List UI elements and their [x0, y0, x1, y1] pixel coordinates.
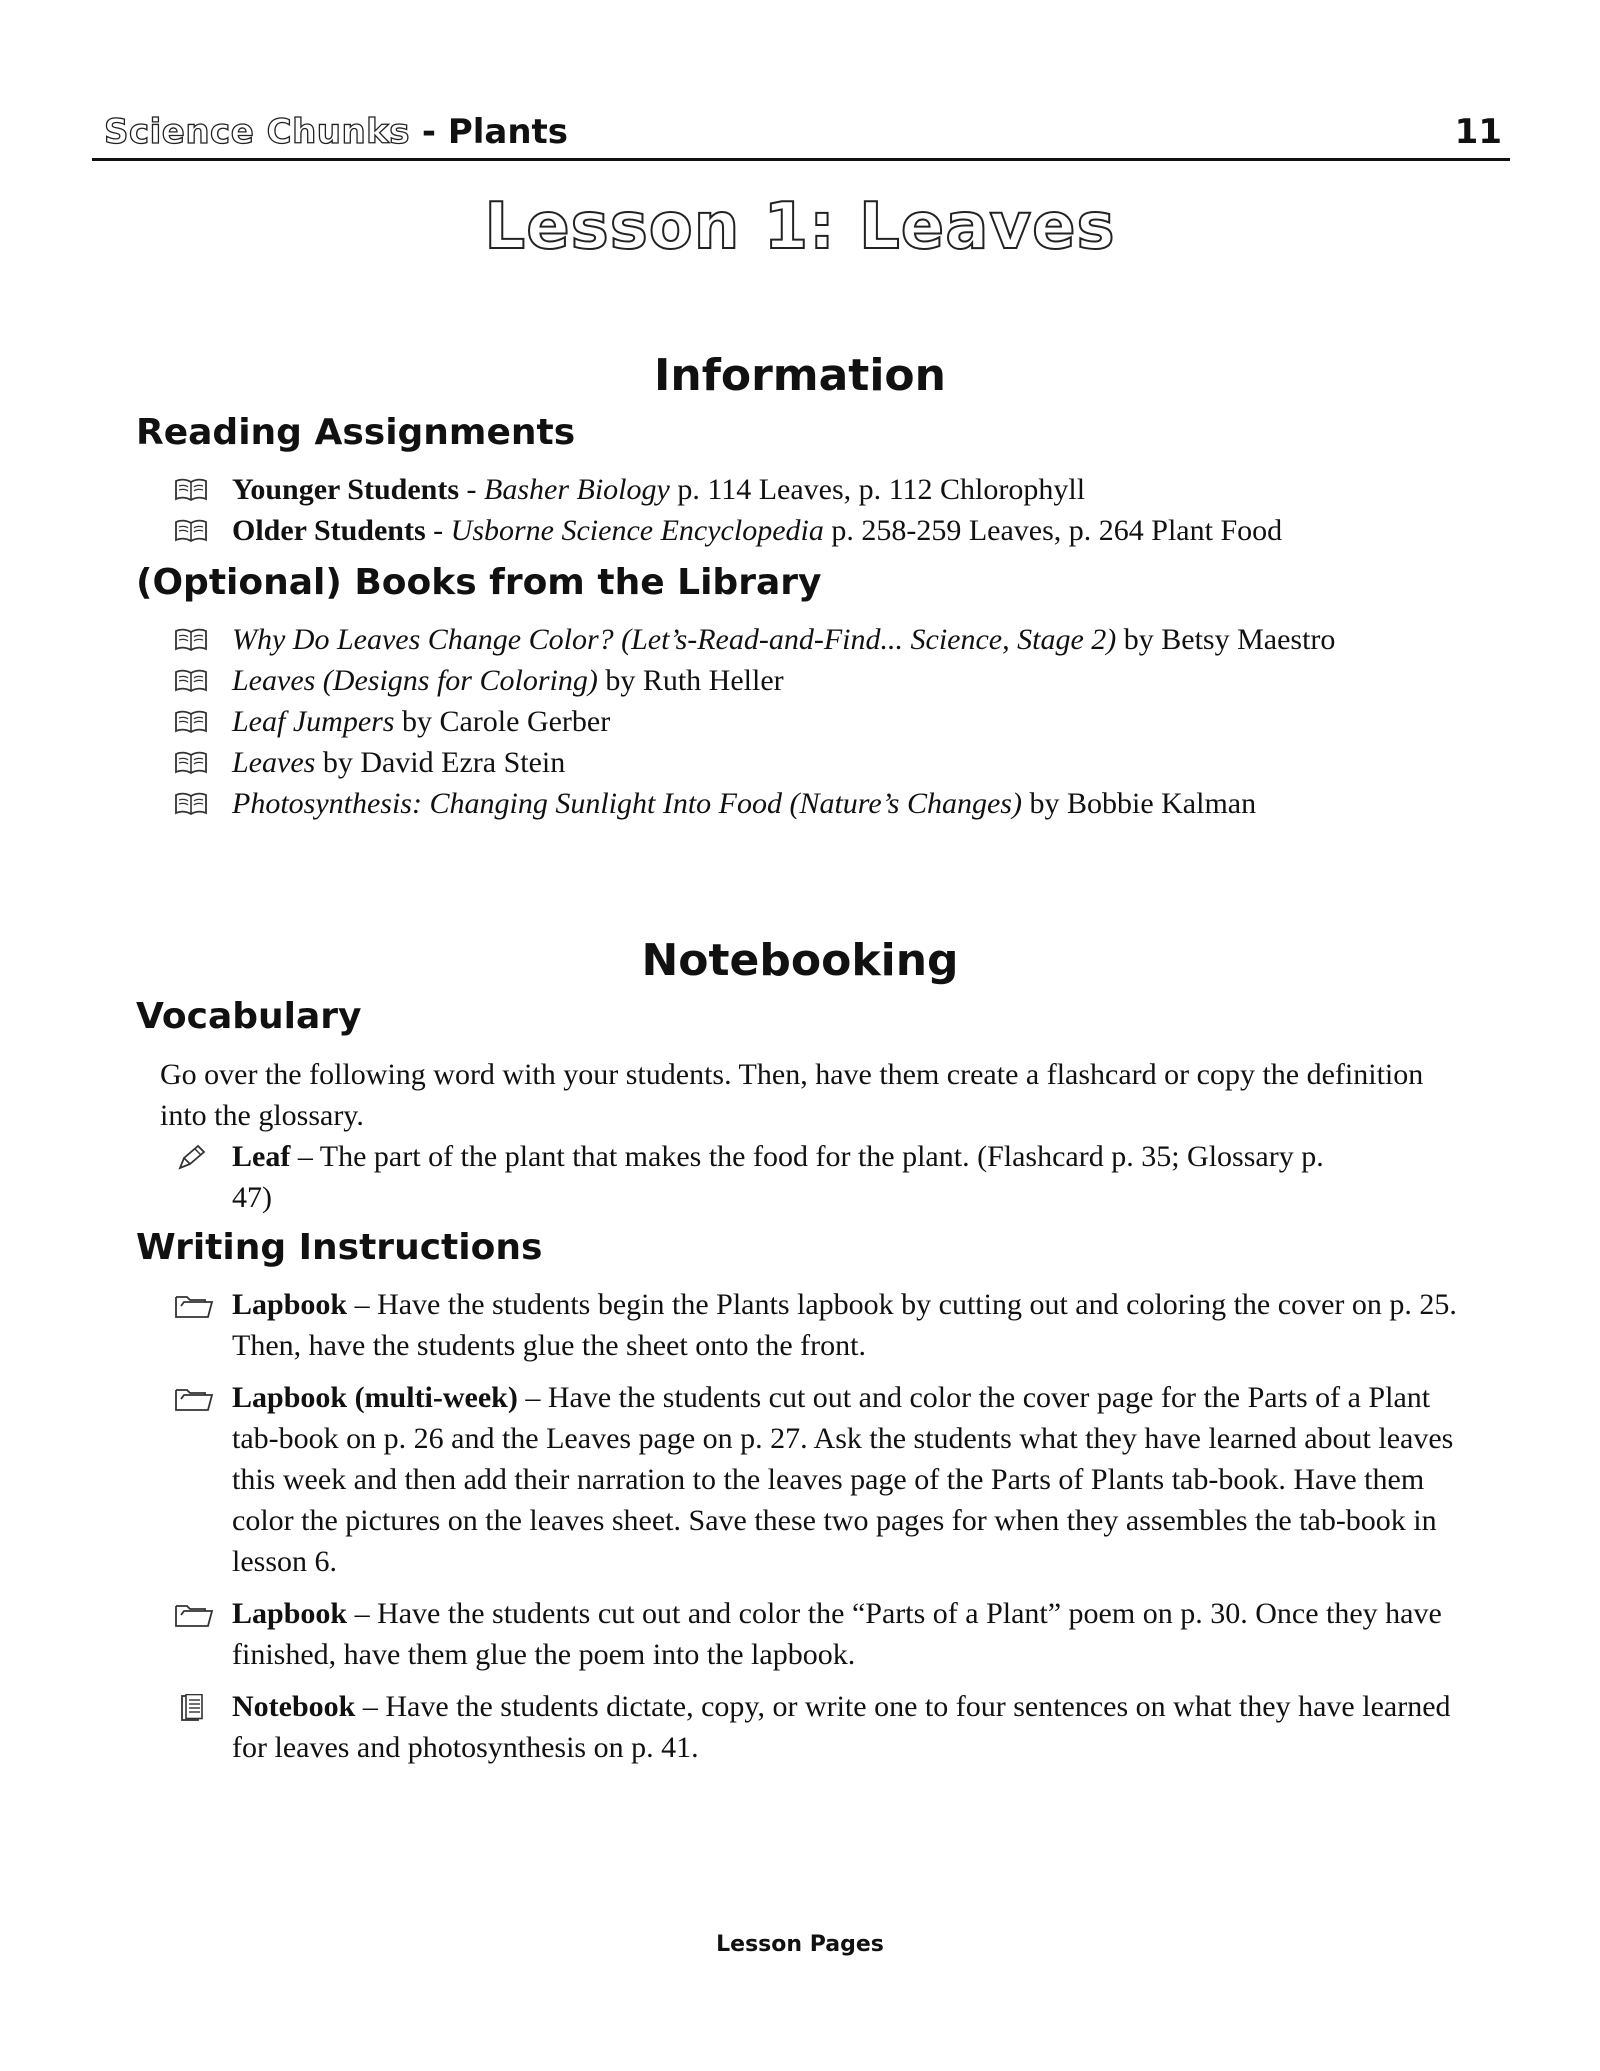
- instruction-label: Lapbook: [232, 1597, 348, 1630]
- book-title: Why Do Leaves Change Color? (Let’s-Read-and-Find... Science, Stage 2): [232, 623, 1117, 656]
- page-header: [92, 110, 1510, 161]
- book-author: by Bobbie Kalman: [1021, 787, 1257, 820]
- list-item: [174, 619, 1335, 660]
- reading-separator: -: [425, 514, 451, 547]
- book-author: by Ruth Heller: [597, 664, 784, 697]
- book-title: Leaves: [232, 746, 316, 779]
- writing-instruction-item: [174, 1686, 1474, 1768]
- writing-instruction-item: [174, 1284, 1474, 1366]
- book-icon: [174, 627, 208, 653]
- vocabulary-heading: Vocabulary: [136, 996, 362, 1037]
- page-footer: Lesson Pages: [716, 1932, 884, 1957]
- list-item: [174, 469, 1282, 510]
- library-list: [174, 619, 1335, 824]
- folder-icon: [174, 1601, 214, 1629]
- reading-separator: -: [459, 473, 485, 506]
- list-item: [174, 783, 1335, 824]
- vocabulary-definition: – The part of the plant that makes the food for the plant. (Flashcard p. 35; Glossary p. 47): [232, 1140, 1324, 1214]
- lesson-title: Lesson 1: Leaves: [484, 190, 1116, 264]
- reading-book: Basher Biology: [484, 473, 670, 506]
- notebooking-heading: Notebooking: [641, 935, 959, 986]
- instruction-text: – Have the students cut out and color the “Parts of a Plant” poem on p. 30. Once they have finished, have them glue the poem into the lapbook.: [232, 1597, 1442, 1671]
- reading-pages: p. 258-259 Leaves, p. 264 Plant Food: [823, 514, 1283, 547]
- reading-label: Older Students: [232, 514, 426, 547]
- instruction-text: – Have the students begin the Plants lapbook by cutting out and coloring the cover on p. 25. Then, have the students glue the sheet onto the front.: [232, 1288, 1457, 1362]
- vocabulary-term: Leaf: [232, 1140, 291, 1173]
- information-heading: Information: [654, 350, 946, 401]
- book-author: by Betsy Maestro: [1116, 623, 1336, 656]
- series-separator: -: [410, 112, 448, 152]
- writing-instruction-item: [174, 1593, 1474, 1675]
- folder-icon: [174, 1385, 214, 1413]
- instruction-text: – Have the students cut out and color the cover page for the Parts of a Plant tab-book on p. 26 and the Leaves page on p. 27. Ask the students what they have learned about leaves this week and then add their narration to the leaves page of the Parts of Plants tab-book. Have them color the pictures on the leaves sheet. Save these two pages for when they assembles the tab-book in lesson 6.: [232, 1381, 1454, 1578]
- book-author: by David Ezra Stein: [315, 746, 566, 779]
- book-author: by Carole Gerber: [394, 705, 611, 738]
- writing-instruction-item: [174, 1377, 1474, 1582]
- instruction-label: Notebook: [232, 1690, 356, 1723]
- folder-icon: [174, 1292, 214, 1320]
- vocabulary-intro: Go over the following word with your students. Then, have them create a flashcard or copy the definition into the glossary.: [160, 1058, 1424, 1132]
- instruction-text: – Have the students dictate, copy, or write one to four sentences on what they have learned for leaves and photosynthesis on p. 41.: [232, 1690, 1451, 1764]
- book-icon: [174, 668, 208, 694]
- list-item: [174, 660, 1335, 701]
- list-item: [174, 742, 1335, 783]
- book-title: Leaf Jumpers: [232, 705, 395, 738]
- subject-name: Plants: [447, 112, 569, 152]
- series-title: [104, 112, 568, 152]
- reading-assignments-heading: Reading Assignments: [136, 412, 576, 453]
- book-title: Leaves (Designs for Coloring): [232, 664, 598, 697]
- reading-book: Usborne Science Encyclopedia: [450, 514, 824, 547]
- page-number: 11: [1454, 112, 1502, 152]
- vocabulary-entry: [174, 1136, 1474, 1218]
- book-icon: [174, 709, 208, 735]
- list-item: [174, 701, 1335, 742]
- book-icon: [174, 791, 208, 817]
- series-name: Science Chunks: [104, 112, 411, 152]
- reading-label: Younger Students: [232, 473, 460, 506]
- library-books-heading: (Optional) Books from the Library: [136, 562, 822, 603]
- notebook-icon: [174, 1694, 214, 1722]
- book-icon: [174, 477, 208, 503]
- instruction-label: Lapbook (multi-week): [232, 1381, 518, 1414]
- writing-instructions-heading: Writing Instructions: [136, 1227, 543, 1268]
- book-icon: [174, 750, 208, 776]
- book-icon: [174, 518, 208, 544]
- list-item: [174, 510, 1282, 551]
- instruction-label: Lapbook: [232, 1288, 348, 1321]
- reading-pages: p. 114 Leaves, p. 112 Chlorophyll: [669, 473, 1086, 506]
- book-title: Photosynthesis: Changing Sunlight Into Food (Nature’s Changes): [232, 787, 1022, 820]
- pencil-icon: [174, 1144, 214, 1172]
- reading-list: [174, 469, 1282, 551]
